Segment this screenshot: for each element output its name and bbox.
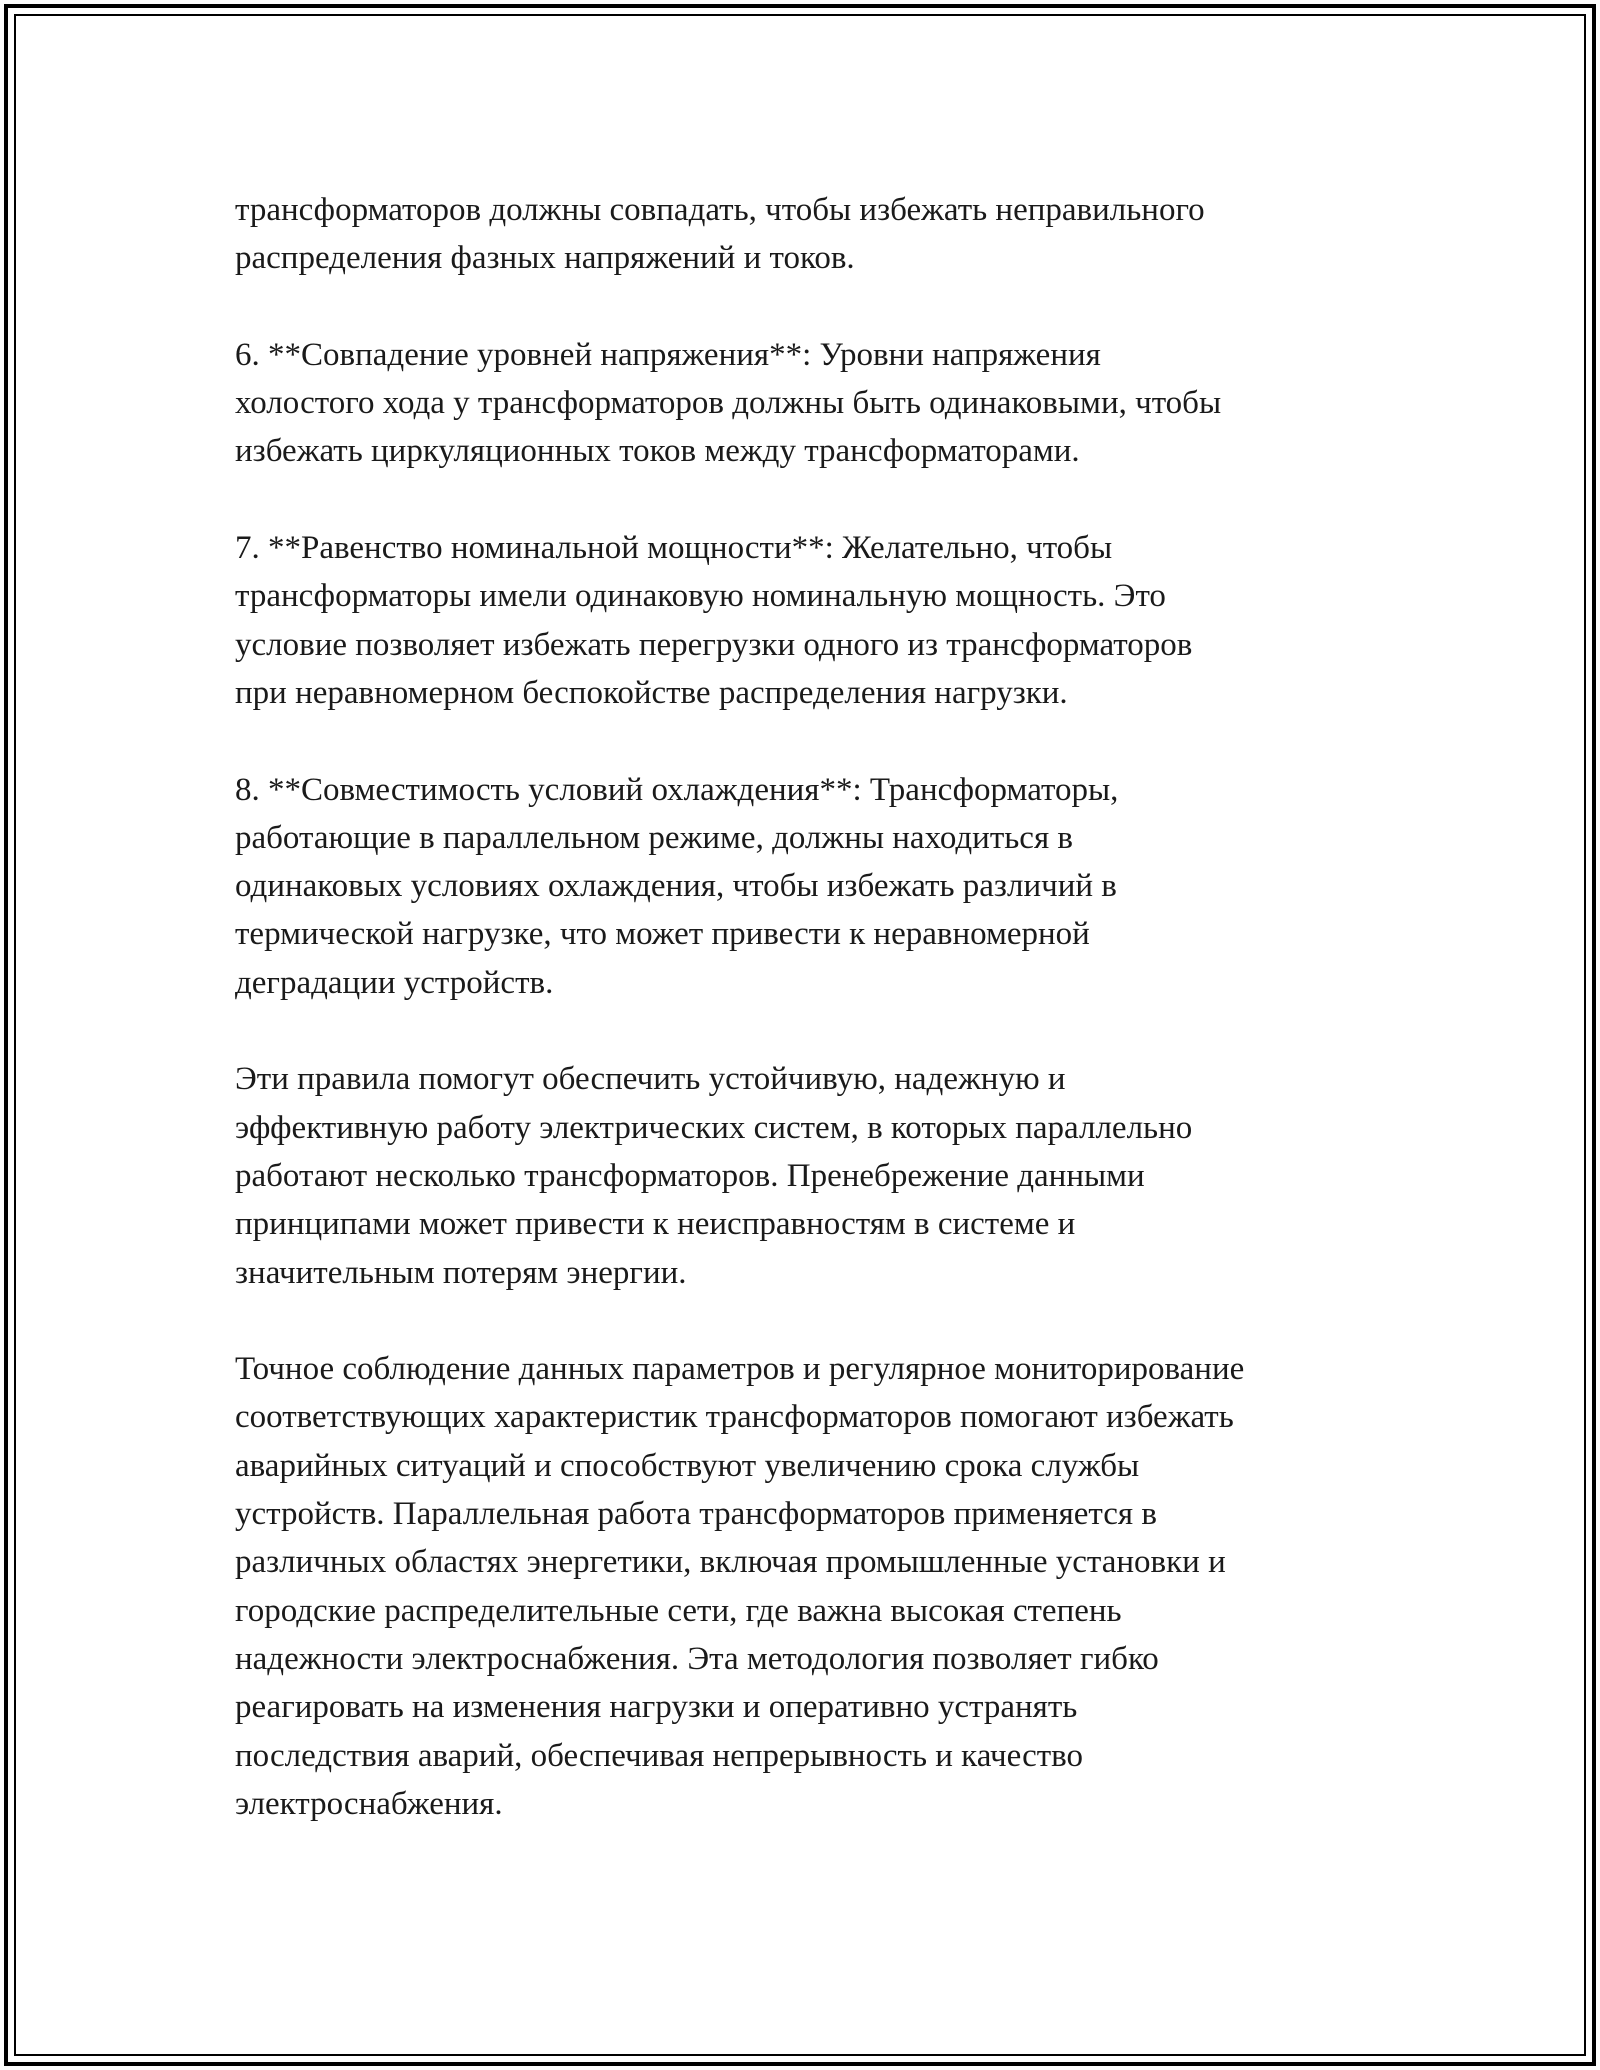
text-line: 8. **Совместимость условий охлаждения**: Трансформаторы, <box>235 771 1119 808</box>
text-line: последствия аварий, обеспечивая непрерывность и качество <box>235 1737 1084 1774</box>
paragraph-continuation <box>235 186 1395 283</box>
text-line: работают несколько трансформаторов. Пренебрежение данными <box>235 1157 1145 1194</box>
text-line: трансформаторы имели одинаковую номинальную мощность. Это <box>235 578 1166 615</box>
text-line: значительным потерям энергии. <box>235 1254 687 1291</box>
text-line: 7. **Равенство номинальной мощности**: Желательно, чтобы <box>235 530 1113 567</box>
document-body <box>235 186 1395 1828</box>
text-line: реагировать на изменения нагрузки и оперативно устранять <box>235 1689 1078 1726</box>
text-line: деградации устройств. <box>235 964 554 1001</box>
text-line: аварийных ситуаций и способствуют увеличению срока службы <box>235 1447 1140 1484</box>
text-line: условие позволяет избежать перегрузки одного из трансформаторов <box>235 626 1193 663</box>
text-line: устройств. Параллельная работа трансформаторов применяется в <box>235 1496 1157 1533</box>
text-line: одинаковых условиях охлаждения, чтобы избежать различий в <box>235 868 1117 905</box>
text-line: электроснабжения. <box>235 1785 503 1822</box>
text-line: холостого хода у трансформаторов должны быть одинаковыми, чтобы <box>235 385 1222 422</box>
text-line: различных областях энергетики, включая промышленные установки и <box>235 1544 1226 1581</box>
text-line: трансформаторов должны совпадать, чтобы избежать неправильного <box>235 192 1205 228</box>
text-line: Эти правила помогут обеспечить устойчивую, надежную и <box>235 1061 1066 1098</box>
paragraph-summary <box>235 1055 1395 1296</box>
paragraph-item-6 <box>235 331 1395 476</box>
text-line: 6. **Совпадение уровней напряжения**: Уровни напряжения <box>235 336 1101 373</box>
text-line: надежности электроснабжения. Эта методология позволяет гибко <box>235 1640 1159 1677</box>
text-line: термической нагрузке, что может привести к неравномерной <box>235 916 1090 953</box>
paragraph-item-7 <box>235 524 1395 717</box>
text-line: избежать циркуляционных токов между трансформаторами. <box>235 433 1080 470</box>
text-line: соответствующих характеристик трансформаторов помогают избежать <box>235 1399 1234 1436</box>
text-line: при неравномерном беспокойстве распределения нагрузки. <box>235 674 1068 711</box>
text-line: принципами может привести к неисправностям в системе и <box>235 1206 1076 1243</box>
text-line: работающие в параллельном режиме, должны находиться в <box>235 819 1073 856</box>
text-line: распределения фазных напряжений и токов. <box>235 240 855 277</box>
text-line: Точное соблюдение данных параметров и регулярное мониторирование <box>235 1351 1245 1388</box>
text-line: городские распределительные сети, где важна высокая степень <box>235 1592 1122 1629</box>
text-line: эффективную работу электрических систем, в которых параллельно <box>235 1109 1193 1146</box>
paragraph-item-8 <box>235 766 1395 1007</box>
paragraph-conclusion <box>235 1345 1395 1828</box>
